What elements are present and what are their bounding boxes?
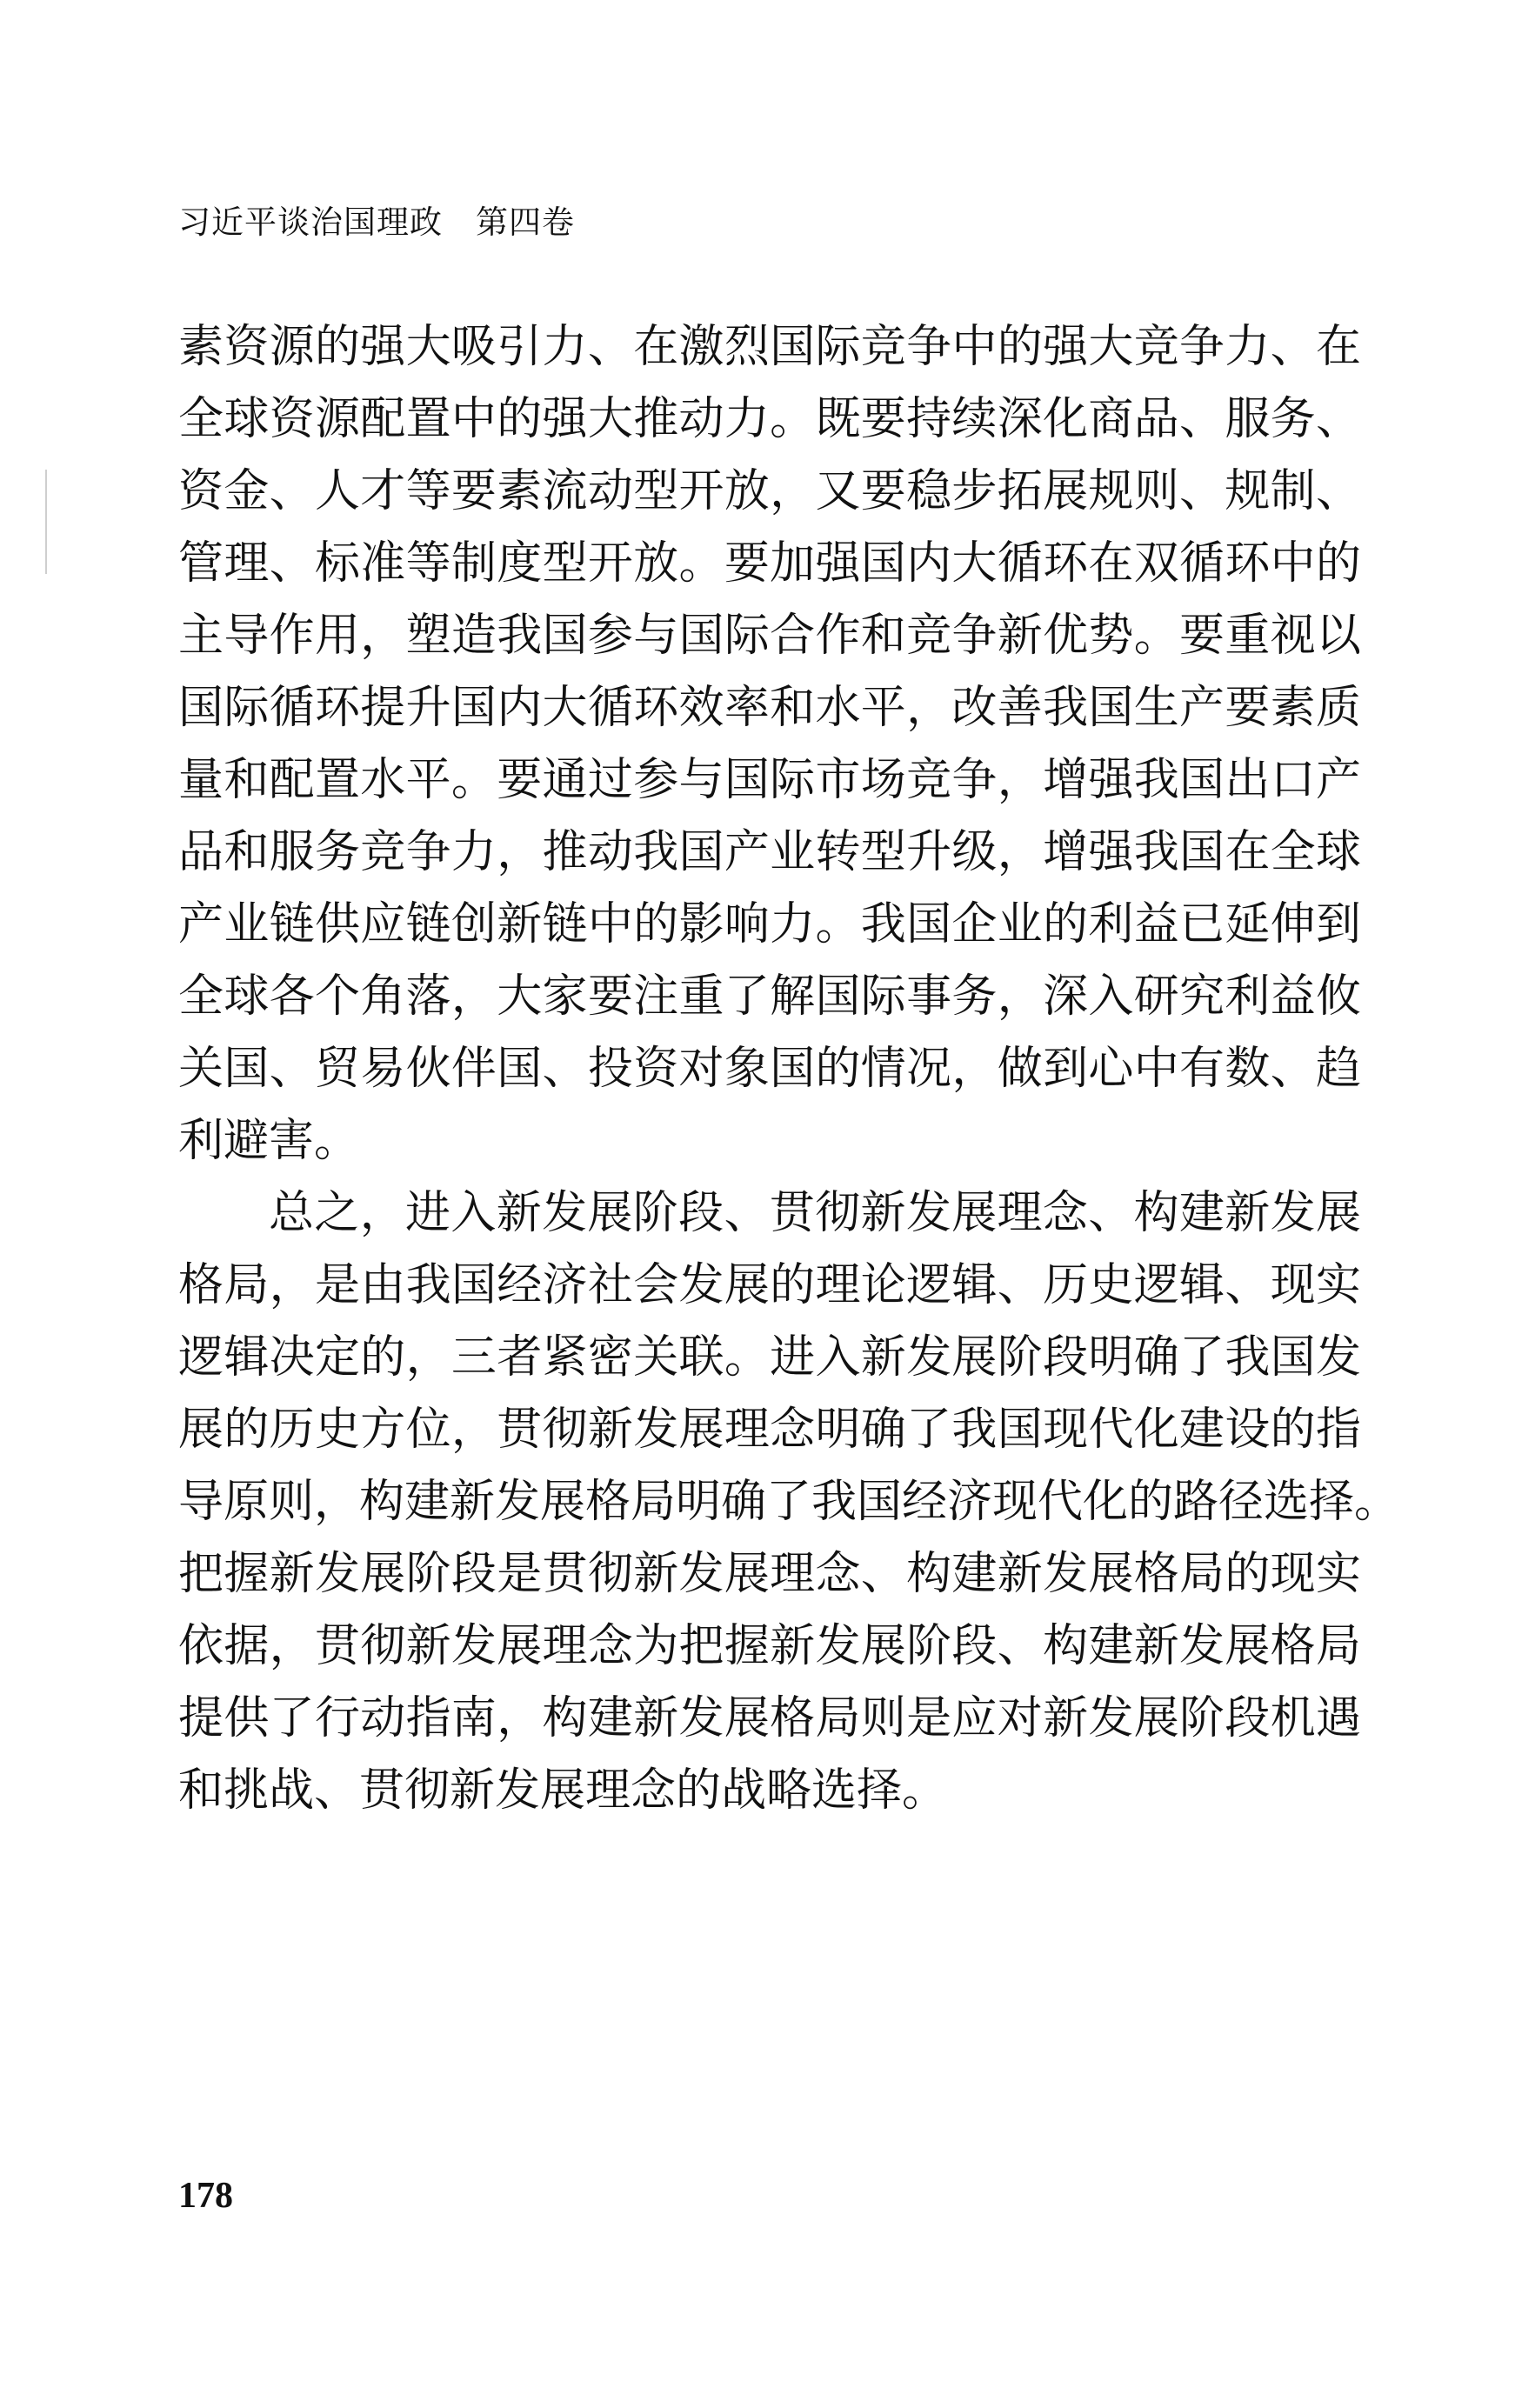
text-line: 管理、标准等制度型开放。要加强国内大循环在双循环中的 [178,537,1361,590]
text-line: 主导作用，塑造我国参与国际合作和竞争新优势。要重视以 [178,610,1361,662]
text-line: 提供了行动指南，构建新发展格局则是应对新发展阶段机遇 [178,1692,1361,1744]
text-line: 利避害。 [178,1115,360,1167]
text-line: 国际循环提升国内大循环效率和水平，改善我国生产要素质 [178,682,1361,734]
text-line: 把握新发展阶段是贯彻新发展理念、构建新发展格局的现实 [178,1548,1361,1600]
text-line: 和挑战、贯彻新发展理念的战略选择。 [178,1764,948,1817]
text-line: 总之，进入新发展阶段、贯彻新发展理念、构建新发展 [269,1187,1361,1239]
text-line: 素资源的强大吸引力、在激烈国际竞争中的强大竞争力、在 [178,321,1361,373]
book-title: 习近平谈治国理政 [178,203,443,241]
running-header [178,202,575,243]
text-line: 全球各个角落，大家要注重了解国际事务，深入研究利益攸 [178,971,1361,1023]
text-line: 全球资源配置中的强大推动力。既要持续深化商品、服务、 [178,393,1361,445]
text-line: 依据，贯彻新发展理念为把握新发展阶段、构建新发展格局 [178,1620,1361,1672]
volume-label: 第四卷 [476,203,575,241]
text-line: 资金、人才等要素流动型开放，又要稳步拓展规则、规制、 [178,465,1361,517]
body-text [178,311,1400,1827]
scan-margin-mark [45,470,47,574]
page-number: 178 [178,2176,233,2216]
text-line: 展的历史方位，贯彻新发展理念明确了我国现代化建设的指 [178,1404,1361,1456]
text-line: 格局，是由我国经济社会发展的理论逻辑、历史逻辑、现实 [178,1259,1361,1311]
text-line: 逻辑决定的，三者紧密关联。进入新发展阶段明确了我国发 [178,1331,1361,1384]
text-line: 导原则，构建新发展格局明确了我国经济现代化的路径选择。 [178,1476,1400,1528]
paragraph-2 [178,1177,1400,1827]
text-line: 关国、贸易伙伴国、投资对象国的情况，做到心中有数、趋 [178,1043,1361,1095]
text-line: 产业链供应链创新链中的影响力。我国企业的利益已延伸到 [178,898,1361,951]
paragraph-1 [178,311,1361,1177]
text-line: 品和服务竞争力，推动我国产业转型升级，增强我国在全球 [178,826,1361,878]
text-line: 量和配置水平。要通过参与国际市场竞争，增强我国出口产 [178,754,1361,806]
